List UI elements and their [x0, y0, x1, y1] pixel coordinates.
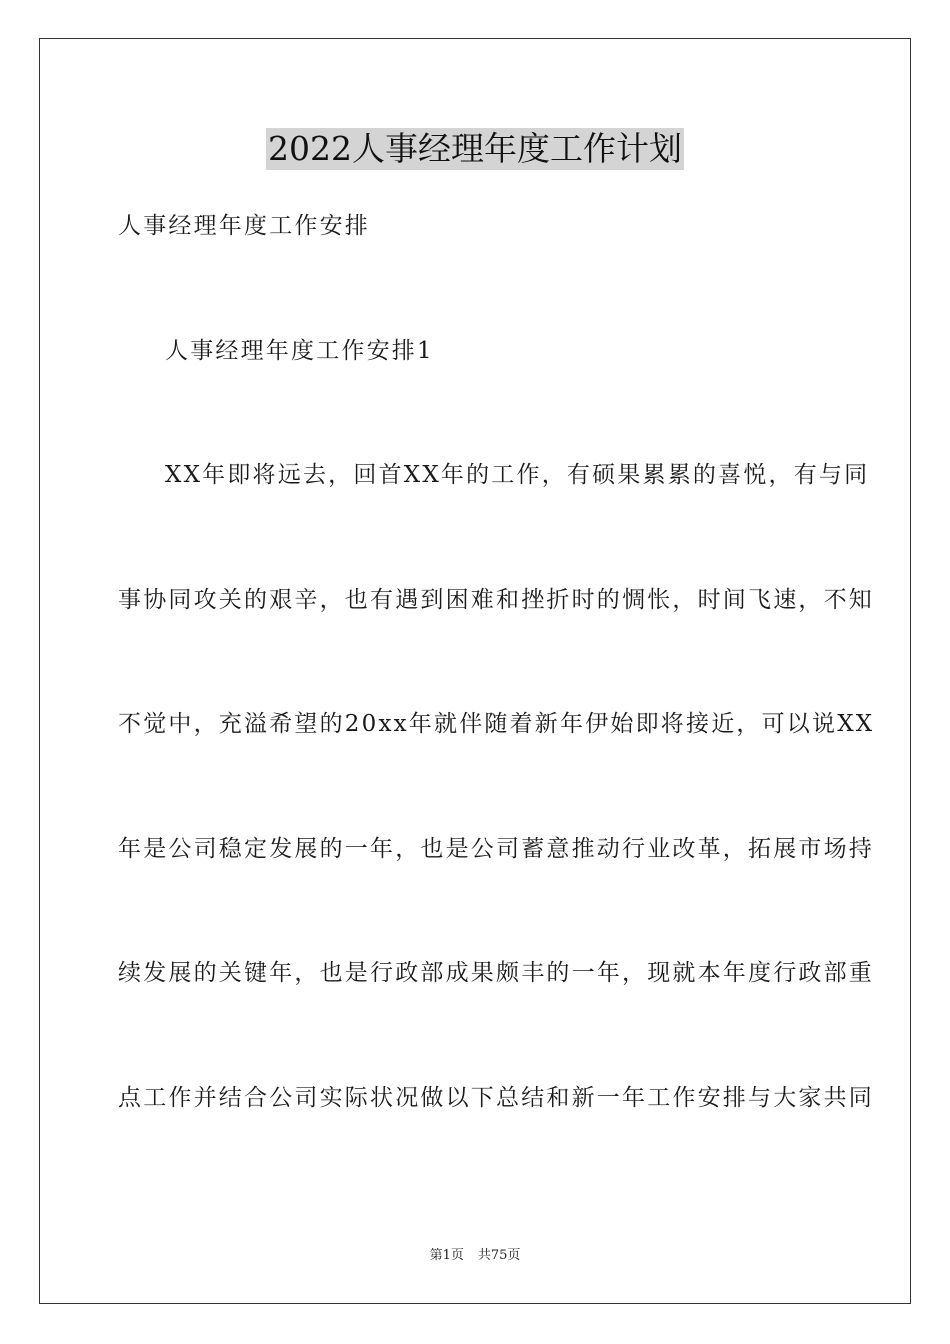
paragraph-line-5: 续发展的关键年，也是行政部成果颇丰的一年，现就本年度行政部重 — [118, 960, 874, 986]
document-title-wrapper — [0, 128, 950, 170]
page-footer — [0, 1247, 950, 1265]
paragraph-line-3: 不觉中，充溢希望的20xx年就伴随着新年伊始即将接近，可以说XX — [118, 711, 875, 737]
page-total: 共75页 — [477, 1248, 521, 1263]
paragraph-line-6: 点工作并结合公司实际状况做以下总结和新一年工作安排与大家共同 — [118, 1085, 874, 1111]
paragraph-line-2: 事协同攻关的艰辛，也有遇到困难和挫折时的惆怅，时间飞速，不知 — [118, 587, 874, 613]
paragraph-line-1: XX年即将远去，回首XX年的工作，有硕果累累的喜悦，有与同 — [165, 462, 870, 488]
section-heading: 人事经理年度工作安排 — [118, 213, 370, 239]
page-number: 第1页 — [429, 1248, 464, 1263]
document-title: 2022人事经理年度工作计划 — [268, 129, 682, 168]
subsection-heading: 人事经理年度工作安排1 — [165, 338, 434, 364]
paragraph-line-4: 年是公司稳定发展的一年，也是公司蓄意推动行业改革，拓展市场持 — [118, 836, 874, 862]
